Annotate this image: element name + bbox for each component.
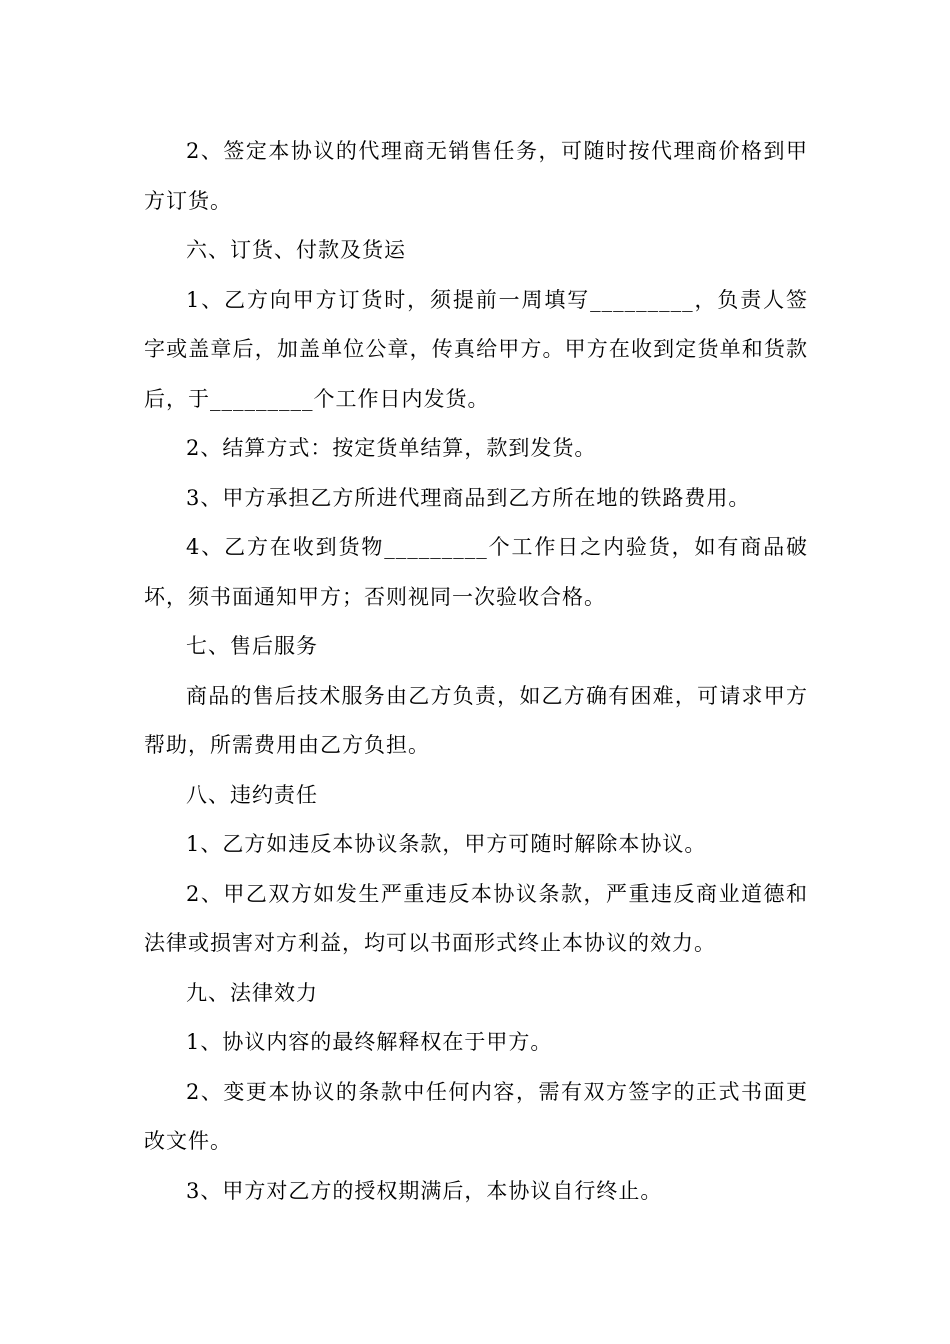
paragraph-inspection: 4、乙方在收到货物_________个工作日之内验货，如有商品破坏，须书面通知甲方；否则视同一次验收合格。 bbox=[144, 535, 808, 609]
section-heading-liability: 八、违约责任 bbox=[186, 782, 318, 807]
paragraph-amendment: 2、变更本协议的条款中任何内容，需有双方签字的正式书面更改文件。 bbox=[144, 1079, 808, 1153]
paragraph-order-terms: 2、签定本协议的代理商无销售任务，可随时按代理商价格到甲方订货。 bbox=[144, 139, 808, 213]
paragraph-freight: 3、甲方承担乙方所进代理商品到乙方所在地的铁路费用。 bbox=[186, 485, 751, 510]
section-heading-legal-effect: 九、法律效力 bbox=[186, 980, 318, 1005]
section-heading-after-sales: 七、售后服务 bbox=[186, 634, 318, 658]
paragraph-after-sales: 商品的售后技术服务由乙方负责，如乙方确有困难，可请求甲方帮助，所需费用由乙方负担。 bbox=[144, 683, 808, 757]
paragraph-expiry: 3、甲方对乙方的授权期满后，本协议自行终止。 bbox=[186, 1178, 663, 1203]
paragraph-interpretation: 1、协议内容的最终解释权在于甲方。 bbox=[186, 1030, 553, 1054]
section-heading-ordering: 六、订货、付款及货运 bbox=[186, 238, 406, 262]
document-body bbox=[144, 127, 808, 1216]
paragraph-termination: 1、乙方如违反本协议条款，甲方可随时解除本协议。 bbox=[186, 832, 707, 856]
paragraph-ordering-procedure: 1、乙方向甲方订货时，须提前一周填写_________，负责人签字或盖章后，加盖单位公章，传真给甲方。甲方在收到定货单和货款后，于_________个工作日内发货。 bbox=[144, 287, 808, 411]
paragraph-settlement: 2、结算方式：按定货单结算，款到发货。 bbox=[186, 436, 597, 460]
paragraph-serious-breach: 2、甲乙双方如发生严重违反本协议条款，严重违反商业道德和法律或损害对方利益，均可以书面形式终止本协议的效力。 bbox=[144, 881, 808, 955]
